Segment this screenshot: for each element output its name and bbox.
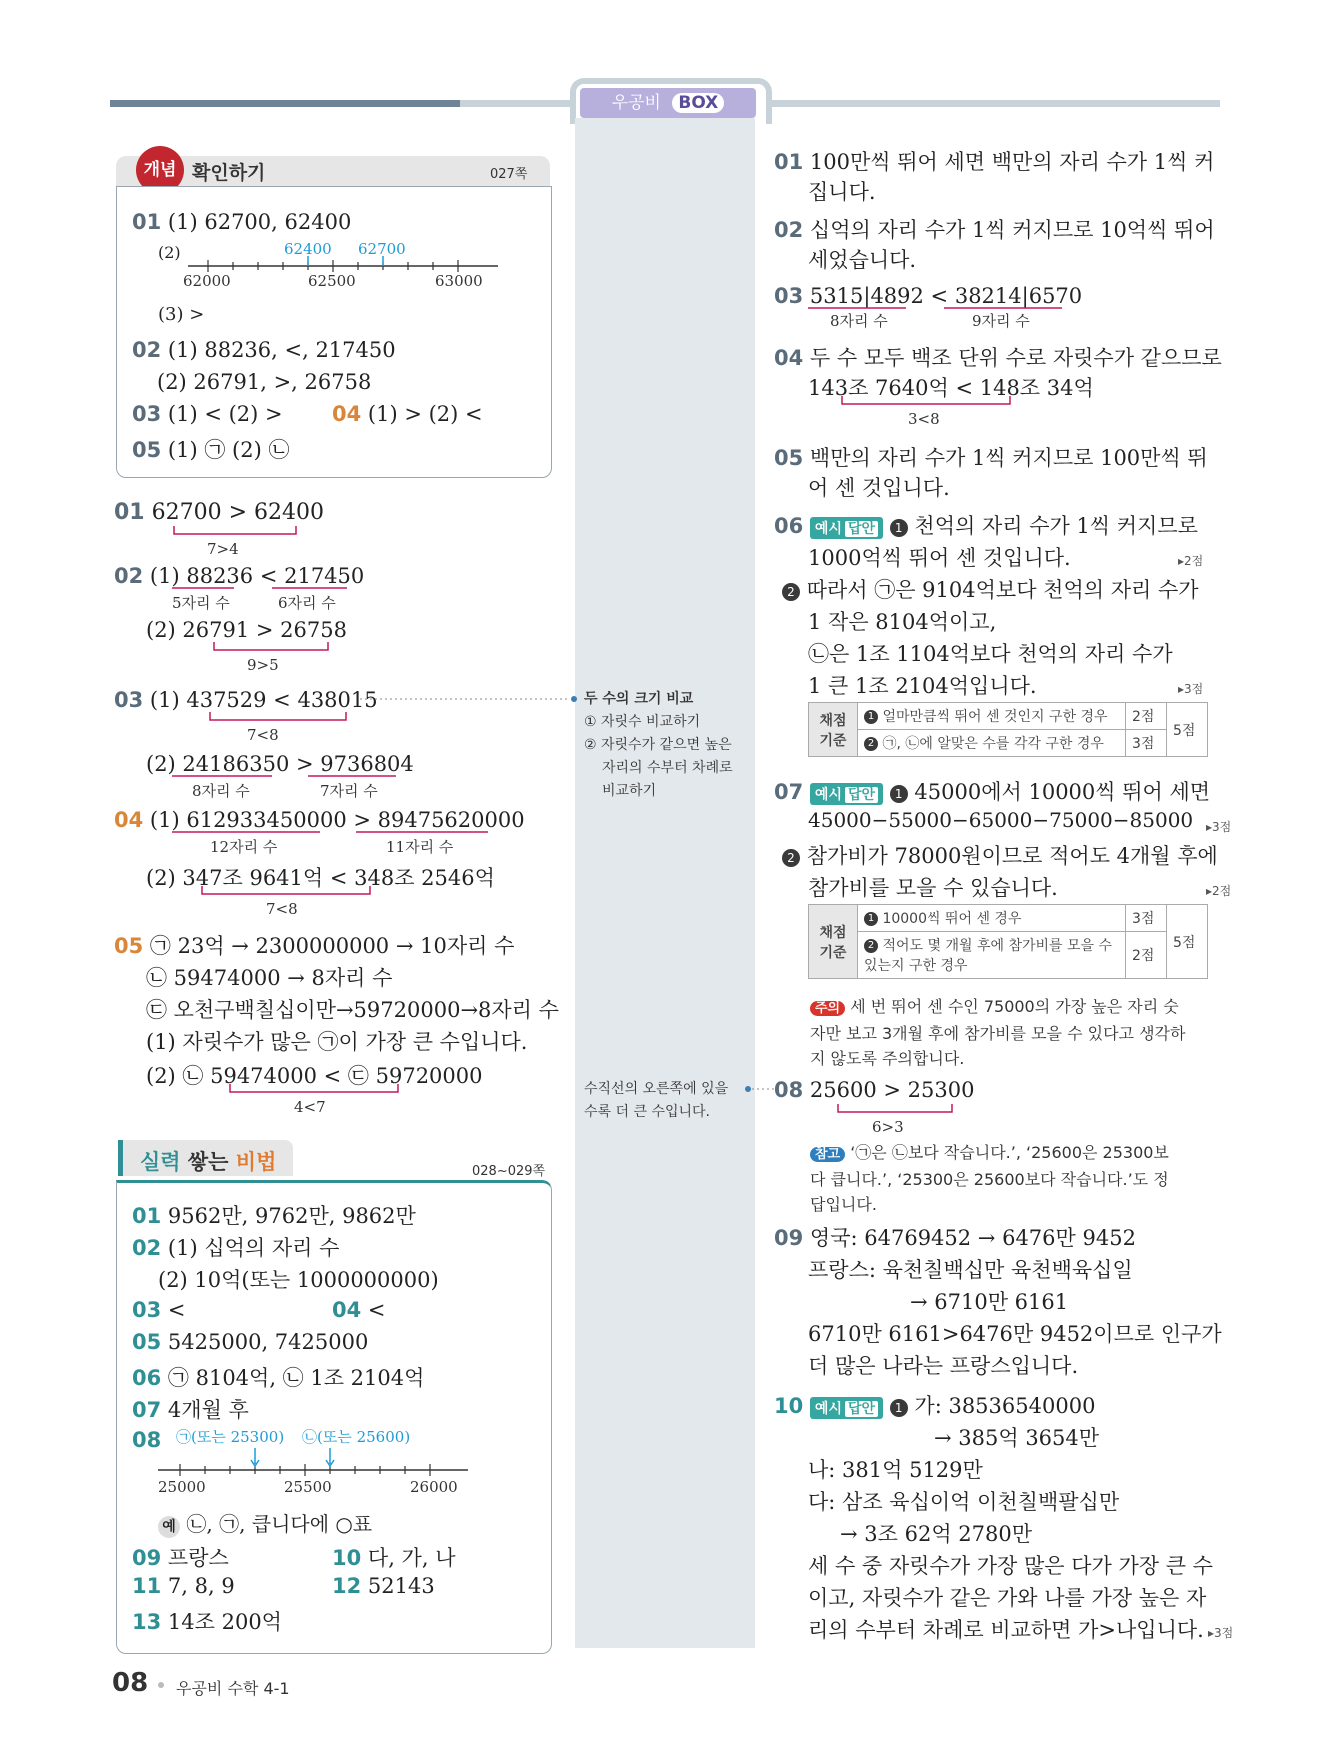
grade-table-06 xyxy=(808,702,1208,757)
right-r10-3: 나: 381억 5129만 xyxy=(808,1458,983,1482)
left-a03-1-bracket xyxy=(206,712,356,726)
grade-table-07 xyxy=(808,904,1208,979)
left-a02-1: 02 (1) 88236 < 217450 xyxy=(114,564,365,588)
right-r08-note: 6>3 xyxy=(872,1118,904,1136)
right-r01: 01 100만씩 뛰어 세면 백만의 자리 수가 1씩 커 xyxy=(774,150,1215,174)
right-r10-5: → 3조 62억 2780만 xyxy=(840,1522,1033,1546)
right-r10-tag xyxy=(810,1397,883,1419)
sidebar-tip-1-line-1: ① 자릿수 비교하기 xyxy=(584,714,701,730)
grade-06-row2-score: 3점 xyxy=(1126,730,1167,757)
left-a04-1-text: (1) 612933450000 > 89475620000 xyxy=(149,808,525,832)
concept-q01-1: (1) 62700, 62400 xyxy=(167,210,352,234)
right-r07-3-row xyxy=(782,840,1218,870)
sidebar-tip-1-line-3: 자리의 수부터 차례로 xyxy=(602,760,733,776)
right-r09-5: 더 많은 나라는 프랑스입니다. xyxy=(808,1354,1079,1378)
grade-06-step-1-icon: 1 xyxy=(864,710,878,724)
right-r10-tag-a: 예시 xyxy=(814,1400,842,1417)
skill-s10: 10 다, 가, 나 xyxy=(332,1546,456,1570)
skill-s02: 02 (1) 십억의 자리 수 xyxy=(132,1236,340,1260)
box-label xyxy=(580,88,756,118)
left-a04-1-note-1: 12자리 수 xyxy=(210,838,278,856)
concept-nl-tick-1: 62000 xyxy=(183,272,231,290)
left-a05-5: (2) ㉡ 59474000 < ㉢ 59720000 xyxy=(146,1064,483,1088)
right-r08-text: 25600 > 25300 xyxy=(809,1078,975,1102)
skill-s03: 03 < xyxy=(132,1298,186,1322)
grade-06-step-2-icon: 2 xyxy=(864,737,878,751)
left-a05-3: ㉢ 오천구백칠십이만→59720000→8자리 수 xyxy=(146,998,559,1022)
concept-nl-label-2: 62700 xyxy=(358,240,406,258)
caution-badge: 주의 xyxy=(810,1001,845,1016)
skill-s08-ex-badge: 예 xyxy=(158,1516,180,1538)
sidebar-tip-2-leader xyxy=(744,1084,776,1094)
left-a05-1-text: ㉠ 23억 → 2300000000 → 10자리 수 xyxy=(149,934,515,958)
grade-06-head: 채점 기준 xyxy=(809,703,858,757)
grade-06-row1-score: 2점 xyxy=(1126,703,1167,730)
right-r04-bracket xyxy=(838,396,1018,410)
right-r03: 03 5315|4892 < 38214|6570 xyxy=(774,284,1083,308)
skill-title-c: 비법 xyxy=(235,1150,277,1174)
skill-s01: 01 9562만, 9762만, 9862만 xyxy=(132,1204,416,1228)
right-r09-2: 프랑스: 육천칠백십만 육천백육십일 xyxy=(808,1258,1133,1282)
right-r10-pt3: ▸3점 xyxy=(1208,1626,1234,1640)
skill-s01-text: 9562만, 9762만, 9862만 xyxy=(167,1204,416,1228)
right-r10-2: → 385억 3654만 xyxy=(934,1426,1100,1450)
skill-s09-text: 프랑스 xyxy=(167,1546,229,1570)
sidebar-tip-1-title: 두 수의 크기 비교 xyxy=(584,691,694,707)
concept-nl-tick-3: 63000 xyxy=(435,272,483,290)
right-r06-5: ㉡은 1조 1104억보다 천억의 자리 수가 xyxy=(808,642,1173,666)
skill-s11-text: 7, 8, 9 xyxy=(167,1574,235,1598)
skill-s12: 12 52143 xyxy=(332,1574,435,1598)
right-r02: 02 십억의 자리 수가 1씩 커지므로 10억씩 뛰어 xyxy=(774,218,1215,242)
right-r07: 07 예시 답안 1 45000에서 10000씩 뛰어 세면 xyxy=(774,780,1211,804)
step-1-icon: 1 xyxy=(890,785,908,803)
right-r10-6: 세 수 중 자릿수가 가장 많은 다가 가장 큰 수 xyxy=(808,1554,1213,1578)
left-a03-1-note: 7<8 xyxy=(247,726,279,744)
top-bar-right xyxy=(760,100,1220,107)
concept-q02-2: (2) 26791, >, 26758 xyxy=(157,370,372,394)
right-r06-tag-a: 예시 xyxy=(814,520,842,537)
right-r03-note-2: 9자리 수 xyxy=(972,312,1030,330)
box-label-text: 우공비 xyxy=(611,93,661,113)
concept-nl-tick-2: 62500 xyxy=(308,272,356,290)
grade-07-row1 xyxy=(858,905,1126,932)
skill-s05: 05 5425000, 7425000 xyxy=(132,1330,369,1354)
left-a04-2-bracket xyxy=(198,886,378,900)
right-r09-3: → 6710만 6161 xyxy=(910,1290,1069,1314)
right-r06-tag xyxy=(810,517,883,539)
left-a01-text: 62700 > 62400 xyxy=(151,500,325,525)
skill-s06-text: ㉠ 8104억, ㉡ 1조 2104억 xyxy=(167,1366,425,1390)
concept-q02: 02 (1) 88236, <, 217450 xyxy=(132,338,396,362)
right-r09: 09 영국: 64769452 → 6476만 9452 xyxy=(774,1226,1136,1250)
sidebar-tip-1-line-2: ② 자릿수가 같으면 높은 xyxy=(584,737,732,753)
right-r03-note-1: 8자리 수 xyxy=(830,312,888,330)
right-r07-tag-a: 예시 xyxy=(814,786,842,803)
grade-06-row2 xyxy=(858,730,1126,757)
skill-s04: 04 < xyxy=(332,1298,386,1322)
footer-book-title: 우공비 수학 4-1 xyxy=(176,1679,290,1698)
right-r07-4: 참가비를 모을 수 있습니다. xyxy=(808,876,1058,900)
grade-07-row2 xyxy=(858,932,1126,979)
grade-06-row2-text: ㉠, ㉡에 알맞은 수를 각각 구한 경우 xyxy=(882,736,1104,752)
right-r06-3-row xyxy=(782,574,1199,604)
top-bar-left xyxy=(110,100,460,107)
caution-line-2: 자만 보고 3개월 후에 참가비를 모을 수 있다고 생각하 xyxy=(810,1024,1186,1043)
right-r07-tag-b: 답안 xyxy=(845,787,878,803)
concept-q04: 04 (1) > (2) < xyxy=(332,402,483,426)
skill-s07: 07 4개월 후 xyxy=(132,1398,249,1422)
concept-q05: 05 (1) ㉠ (2) ㉡ xyxy=(132,438,290,462)
skill-s08-label-1: ㉠(또는 25300) xyxy=(176,1428,285,1446)
right-r08-bracket xyxy=(834,1104,964,1118)
skill-s03-text: < xyxy=(167,1298,186,1322)
caution-line-1: 세 번 뛰어 센 수인 75000의 가장 높은 자리 숫 xyxy=(850,997,1179,1016)
right-r10: 10 예시 답안 1 가: 38536540000 xyxy=(774,1394,1096,1418)
right-r07-1: 45000에서 10000씩 뛰어 세면 xyxy=(914,780,1211,804)
right-r06-tag-b: 답안 xyxy=(845,521,878,537)
grade-07-total: 5점 xyxy=(1167,905,1208,979)
right-r05-text: 백만의 자리 수가 1씩 커지므로 100만씩 뛰 xyxy=(809,446,1208,470)
sidebar-tip-1-line-4: 비교하기 xyxy=(602,783,657,799)
right-r10-7: 이고, 자릿수가 같은 가와 나를 가장 높은 자 xyxy=(808,1586,1207,1610)
grade-07-step-2-icon: 2 xyxy=(864,939,878,953)
skill-s05-text: 5425000, 7425000 xyxy=(167,1330,369,1354)
left-a03-1: 03 (1) 437529 < 438015 xyxy=(114,688,378,712)
grade-07-head: 채점 기준 xyxy=(809,905,858,979)
left-a03-2: (2) 24186350 > 9736804 xyxy=(146,752,414,776)
left-a04-2: (2) 347조 9641억 < 348조 2546억 xyxy=(146,866,495,890)
skill-s08-example xyxy=(158,1508,372,1538)
sidebar-tip-1 xyxy=(584,688,733,803)
left-a05-4: (1) 자릿수가 많은 ㉠이 가장 큰 수입니다. xyxy=(146,1030,528,1054)
right-r07-tag xyxy=(810,783,883,805)
left-a05-2: ㉡ 59474000 → 8자리 수 xyxy=(146,966,393,990)
left-a05-note: 4<7 xyxy=(294,1098,326,1116)
skill-s08: 08 xyxy=(132,1428,162,1452)
right-r07-3: 참가비가 78000원이므로 적어도 4개월 후에 xyxy=(806,844,1218,868)
concept-q02-1: (1) 88236, <, 217450 xyxy=(167,338,396,362)
concept-q01-2: (2) xyxy=(158,243,181,262)
left-a02-1-note-1: 5자리 수 xyxy=(172,594,230,612)
right-r04-text: 두 수 모두 백조 단위 수로 자릿수가 같으므로 xyxy=(809,346,1222,370)
caution-note xyxy=(810,994,1220,1071)
sidebar-tip-2 xyxy=(584,1078,728,1124)
left-a02-1-text: (1) 88236 < 217450 xyxy=(149,564,365,588)
concept-title: 확인하기 xyxy=(192,162,266,184)
skill-nl-tick-2: 25500 xyxy=(284,1478,332,1496)
reference-note xyxy=(810,1140,1220,1217)
right-r10-8: 리의 수부터 차례로 비교하면 가>나입니다. xyxy=(808,1618,1204,1642)
right-r06-pt3: ▸3점 xyxy=(1178,682,1204,696)
right-r04b: 143조 7640억 < 148조 34억 xyxy=(808,376,1094,400)
left-a02-2-note: 9>5 xyxy=(247,656,279,674)
concept-page-ref: 027쪽 xyxy=(490,167,528,182)
right-r06-2: 1000억씩 뛰어 센 것입니다. xyxy=(808,546,1071,570)
sidebar-column xyxy=(575,118,755,1648)
skill-nl-tick-1: 25000 xyxy=(158,1478,206,1496)
right-r06-3: 따라서 ㉠은 9104억보다 천억의 자리 수가 xyxy=(806,578,1199,602)
concept-q01: 01 (1) 62700, 62400 xyxy=(132,210,352,234)
top-bar-mid xyxy=(460,100,570,107)
right-r02-text: 십억의 자리 수가 1씩 커지므로 10억씩 뛰어 xyxy=(809,218,1215,242)
left-a02-2: (2) 26791 > 26758 xyxy=(146,618,347,642)
right-r06-6: 1 큰 1조 2104억입니다. xyxy=(808,674,1037,698)
footer-dot-icon xyxy=(158,1682,164,1688)
skill-nl-tick-3: 26000 xyxy=(410,1478,458,1496)
right-r05: 05 백만의 자리 수가 1씩 커지므로 100만씩 뛰 xyxy=(774,446,1208,470)
concept-nl-label-1: 62400 xyxy=(284,240,332,258)
right-r06: 06 예시 답안 1 천억의 자리 수가 1씩 커지므로 xyxy=(774,514,1198,538)
grade-06-row1-text: 얼마만큼씩 뛰어 센 것인지 구한 경우 xyxy=(882,709,1108,725)
left-a01-bracket xyxy=(170,526,310,540)
caution-line-3: 지 않도록 주의합니다. xyxy=(810,1049,965,1068)
skill-s13-text: 14조 200억 xyxy=(167,1610,282,1634)
left-a05-bracket xyxy=(226,1084,406,1098)
skill-s02-1: (1) 십억의 자리 수 xyxy=(167,1236,340,1260)
concept-q05-ans: (1) ㉠ (2) ㉡ xyxy=(167,438,290,462)
right-r08: 08 25600 > 25300 xyxy=(774,1078,975,1102)
box-badge: BOX xyxy=(672,93,724,113)
reference-line-1: ‘㉠은 ㉡보다 작습니다.’, ‘25600은 25300보 xyxy=(850,1143,1169,1162)
step-1-icon: 1 xyxy=(890,1399,908,1417)
skill-title-a: 실력 xyxy=(140,1150,181,1174)
right-r01b: 집니다. xyxy=(808,180,876,204)
skill-s08-ex-text: ㉡, ㉠, 큽니다에 ○표 xyxy=(186,1512,373,1536)
skill-s11: 11 7, 8, 9 xyxy=(132,1574,235,1598)
left-a03-leader xyxy=(360,694,580,704)
skill-s04-text: < xyxy=(367,1298,386,1322)
sidebar-tip-2-line-1: 수직선의 오른쪽에 있을 xyxy=(584,1081,729,1097)
step-2-icon: 2 xyxy=(782,583,800,601)
right-r02b: 세었습니다. xyxy=(808,248,917,272)
left-a04-2-note: 7<8 xyxy=(266,900,298,918)
skill-s09: 09 프랑스 xyxy=(132,1546,229,1570)
grade-07-row2-score: 2점 xyxy=(1126,932,1167,979)
grade-07-row1-text: 10000씩 뛰어 센 경우 xyxy=(882,911,1022,927)
left-a02-1-note-2: 6자리 수 xyxy=(278,594,336,612)
right-r03-text: 5315|4892 < 38214|6570 xyxy=(809,284,1083,308)
skill-s08-label-2: ㉡(또는 25600) xyxy=(302,1428,411,1446)
skill-s10-text: 다, 가, 나 xyxy=(367,1546,456,1570)
left-a03-1-text: (1) 437529 < 438015 xyxy=(149,688,378,712)
grade-06-total: 5점 xyxy=(1167,703,1208,757)
left-a04-1-note-2: 11자리 수 xyxy=(386,838,454,856)
concept-q03-ans: (1) < (2) > xyxy=(167,402,283,426)
left-a05-1: 05 ㉠ 23억 → 2300000000 → 10자리 수 xyxy=(114,934,515,958)
skill-s13: 13 14조 200억 xyxy=(132,1610,282,1634)
left-a02-2-bracket xyxy=(210,642,340,656)
reference-line-2: 다 큽니다.’, ‘25300은 25600보다 작습니다.’도 정 xyxy=(810,1170,1169,1189)
concept-badge: 개념 xyxy=(136,146,184,194)
concept-q04-ans: (1) > (2) < xyxy=(367,402,483,426)
right-r04: 04 두 수 모두 백조 단위 수로 자릿수가 같으므로 xyxy=(774,346,1222,370)
right-r01-text: 100만씩 뛰어 세면 백만의 자리 수가 1씩 커 xyxy=(809,150,1215,174)
reference-line-3: 답입니다. xyxy=(810,1195,877,1214)
left-a01-note: 7>4 xyxy=(207,540,239,558)
right-r06-1: 천억의 자리 수가 1씩 커지므로 xyxy=(914,514,1198,538)
step-1-icon: 1 xyxy=(890,519,908,537)
reference-badge: 참고 xyxy=(810,1147,845,1162)
right-r09-4: 6710만 6161>6476만 9452이므로 인구가 xyxy=(808,1322,1222,1346)
right-r07-pt3: ▸3점 xyxy=(1206,820,1232,834)
right-r10-4: 다: 삼조 육십이억 이천칠백팔십만 xyxy=(808,1490,1120,1514)
footer-page-number: 08 xyxy=(112,1668,149,1698)
concept-q03: 03 (1) < (2) > xyxy=(132,402,283,426)
skill-page-ref: 028~029쪽 xyxy=(472,1164,546,1179)
right-r07-pt2: ▸2점 xyxy=(1206,884,1232,898)
skill-s12-text: 52143 xyxy=(367,1574,435,1598)
grade-07-row1-score: 3점 xyxy=(1126,905,1167,932)
grade-07-row2-text: 적어도 몇 개월 후에 참가비를 모을 수 있는지 구한 경우 xyxy=(864,938,1113,974)
grade-06-row1 xyxy=(858,703,1126,730)
sidebar-tip-2-line-2: 수록 더 큰 수입니다. xyxy=(584,1104,710,1120)
right-r09-1: 영국: 64769452 → 6476만 9452 xyxy=(809,1226,1136,1250)
right-r06-pt2: ▸2점 xyxy=(1178,554,1204,568)
right-r04-note: 3<8 xyxy=(908,410,940,428)
concept-q01-3: (3) > xyxy=(158,304,205,325)
skill-s06: 06 ㉠ 8104억, ㉡ 1조 2104억 xyxy=(132,1366,425,1390)
grade-07-step-1-icon: 1 xyxy=(864,912,878,926)
right-r10-1: 가: 38536540000 xyxy=(914,1394,1096,1418)
right-r06-4: 1 작은 8104억이고, xyxy=(808,610,997,634)
step-2-icon: 2 xyxy=(782,849,800,867)
left-a04-1: 04 (1) 612933450000 > 89475620000 xyxy=(114,808,525,832)
left-a03-2-note-2: 7자리 수 xyxy=(320,782,378,800)
right-r07-2: 45000−55000−65000−75000−85000 xyxy=(808,808,1194,832)
skill-title xyxy=(140,1146,276,1176)
right-r05b: 어 센 것입니다. xyxy=(808,476,950,500)
skill-s07-text: 4개월 후 xyxy=(167,1398,249,1422)
skill-s02-2: (2) 10억(또는 1000000000) xyxy=(158,1268,439,1292)
left-a01: 01 62700 > 62400 xyxy=(114,500,325,525)
right-r10-tag-b: 답안 xyxy=(845,1401,878,1417)
skill-title-b: 쌓는 xyxy=(187,1150,229,1174)
left-a03-2-note-1: 8자리 수 xyxy=(192,782,250,800)
